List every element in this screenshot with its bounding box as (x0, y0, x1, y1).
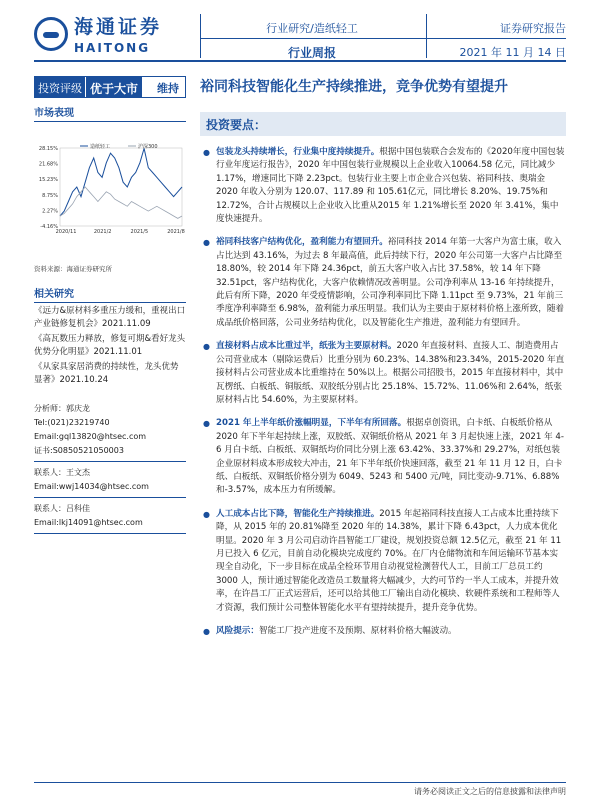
analyst-email[interactable]: Email:gql13820@htsec.com (34, 432, 147, 441)
analyst-cert: 证书:S0850521050003 (34, 446, 124, 455)
main-content (200, 112, 566, 638)
y-tick-label: 8.75% (42, 192, 58, 199)
key-point-head: 包装龙头持续增长，行业集中度持续提升。 (216, 147, 380, 157)
x-tick-label: 2020/11 (55, 229, 77, 235)
key-point-head: 2021 年上半年纸价涨幅明显，下半年有所回落。 (216, 418, 407, 429)
series-line (60, 148, 182, 216)
key-point (200, 340, 566, 407)
market-chart-svg (34, 140, 186, 248)
related-title: 相关研究 (34, 285, 186, 303)
key-point-body: 2015 年起裕同科技直接人工占成本比重持续下降，从 2015 年的 20.81%降至 2020 年的 14.38%，累计下降 6.43pct，人力成本优化明显。2020 年 3 月公司启动许昌智能工厂建设，规划投资总额 12.5亿元，截至 21 年 11 月已投入 6 亿元，目前自动化模块完成度约 70%。在厂内仓储物流和车间运输环节基本实现全自动化，下一步目标在成品全检环节用自动视觉检测替代人工，目前工厂总员工约 3000 人，预计通过智能化改造员工数量将大幅减少，大约可节约一半人工成本，并提升效率，在许昌工厂正式运营后，还可以给其他工厂输出自动化模块、软硬件系统和工程师等人才资源，我们预计公司整体智能化水平有望持续提升，提升竞争优势。 (216, 508, 562, 613)
key-point-head: 直接材料占成本比重过半，纸张为主要原材料。 (216, 341, 397, 352)
company-logo (34, 12, 162, 55)
key-point-head: 风险提示： (216, 626, 259, 636)
disclaimer-footer: 请务必阅读正文之后的信息披露和法律声明 (414, 787, 566, 796)
rating-label: 投资评级 (35, 77, 85, 97)
key-point-body: 根据中国包装联合会发布的《2020年度中国包装行业年度运行报告》，2020 年中国包装行业规模以上企业收入10064.58 亿元，同比减少 1.17%，增速同比下降 2.23pct。包装行业主要上市企业合兴包装、裕同科技、奥瑞金 2020 年收入分别为 120.07、117.89 和 105.61亿元，同比增长 8.20%、19.75%和 12.72%，合计占规模以上企业收入比重从2015 年 1.21%增长至 2020 年 3.41%，集中度快速提升。 (216, 147, 565, 225)
key-point-head: 人工成本占比下降，智能化生产持续推进。 (216, 508, 380, 519)
report-date: 2021 年 11 月 14 日 (459, 46, 566, 59)
rating-action: 维持 (157, 82, 179, 95)
legend-label: 沪深300 (138, 144, 158, 150)
key-point-body: 2020 年直接材料、直接人工、制造费用占公司营业成本（剔除运费后）比重分别为 60.23%、14.38%和23.34%，2015-2020 年直接材料占公司营业成本比重维持在 50%以上。根据公司招股书，2015 年直接材料中，其中瓦楞纸、白板纸、铜版纸、双胶纸分别占比 25.18%、15.72%、11.06%和 2.64%，纸张原材料占比 54.60%，为主要原材料。 (216, 341, 565, 405)
analyst-name: 分析师：郭庆龙 (34, 404, 90, 413)
key-point (200, 236, 566, 330)
logo-en: HAITONG (74, 41, 151, 55)
analyst-name: 联系人：王文杰 (34, 468, 90, 477)
y-tick-label: 2.27% (42, 208, 58, 215)
y-tick-label: 15.23% (38, 177, 58, 184)
y-tick-label: 21.68% (38, 161, 58, 168)
risk-note (200, 625, 566, 638)
report-title: 裕同科技智能化生产持续推进，竞争优势有望提升 (200, 79, 508, 95)
analyst-tel: Tel:(021)23219740 (34, 418, 110, 427)
analyst-list (34, 402, 186, 538)
key-point (200, 146, 566, 226)
market-chart (34, 140, 186, 248)
related-item[interactable]: 《高瓦数压力释放，修复可期&看好龙头优势分化明显》2021.11.01 (34, 334, 186, 357)
rating-box (34, 76, 186, 98)
analyst-block (34, 466, 186, 498)
report-category: 行业研究/造纸轻工 (266, 22, 358, 35)
analyst-email[interactable]: Email:wwj14034@htsec.com (34, 482, 149, 491)
key-point (200, 508, 566, 615)
report-type: 行业周报 (287, 46, 336, 60)
legend-label: 造纸轻工 (90, 144, 111, 150)
analyst-email[interactable]: Email:lkj14091@htsec.com (34, 518, 143, 527)
key-points-title: 投资要点： (200, 112, 566, 136)
related-item[interactable]: 《远力&原材料多重压力缓和，重视出口产业链修复机会》2021.11.09 (34, 306, 186, 329)
key-point-head: 裕同科技客户结构优化，盈利能力有望回升。 (216, 237, 388, 248)
key-point-body: 裕同科技 2014 年第一大客户为富士康，收入占比达到 43.16%，为过去 8 年最高值，此后持续下行，2020 年公司第一大客户占比降至 18.80%，较 2014 年下降 24.36pct，前五大客户收入占比 37.58%，较 14 年下降 32.51pct，客户结构优化，大客户依赖情况改善明显。公司净利率从 13-16 年持续提升，此后有所下降，2020 年受疫情影响，公司净利率同比下降 1.11pct 至 9.73%，21 年前三季度净利率降至 6.98%，盈利能力承压明显。我们认为主要由于原材料价格上涨所致，随着成品纸价格回落，公司业务结构优化，以及智能化生产推进，盈利能力有望回升。 (216, 237, 565, 328)
logo-emblem-icon (34, 17, 68, 51)
analyst-block (34, 402, 186, 462)
analyst-block (34, 502, 186, 534)
analyst-name: 联系人：吕科佳 (34, 504, 90, 513)
y-tick-label: -4.16% (40, 224, 58, 230)
market-title: 市场表现 (34, 104, 186, 122)
key-point-body: 智能工厂投产进度不及预期、原材料价格大幅波动。 (258, 626, 457, 636)
series-line (60, 187, 182, 218)
research-label: 证券研究报告 (500, 22, 566, 35)
chart-frame (60, 148, 182, 226)
rating-value: 优于大市 (85, 77, 142, 97)
chart-source: 资料来源：海通证券研究所 (34, 265, 112, 273)
logo-cn: 海通证券 (74, 16, 163, 38)
y-tick-label: 28.15% (38, 146, 58, 152)
sidebar (34, 104, 186, 387)
x-tick-label: 2021/2 (93, 229, 112, 235)
report-header (0, 0, 600, 60)
key-point (200, 417, 566, 497)
x-tick-label: 2021/5 (130, 229, 149, 235)
key-point-body: 根据卓创资讯，白卡纸、白板纸价格从 2020 年下半年起持续上涨，双胶纸、双铜纸价格从 2021 年 3 月起快速上涨，2021 年 4-6 月白卡纸、白板纸、双铜纸均价同比分别上涨 63.42%、33.37%和 29.27%，对纸包装企业原材料成本形成较大冲击，21 年下半年纸价快速回落，截至 21 年 11 月 12 日，白卡纸、白板纸、双铜纸价格分别为 6049、5243 和 5400 元/吨，同比变动-9.71%、6.88%和-3.57%，成本压力有所缓解。 (216, 418, 564, 496)
x-tick-label: 2021/8 (167, 229, 185, 235)
related-item[interactable]: 《从家具家居消费的持续性，龙头优势显著》2021.10.24 (34, 362, 179, 385)
